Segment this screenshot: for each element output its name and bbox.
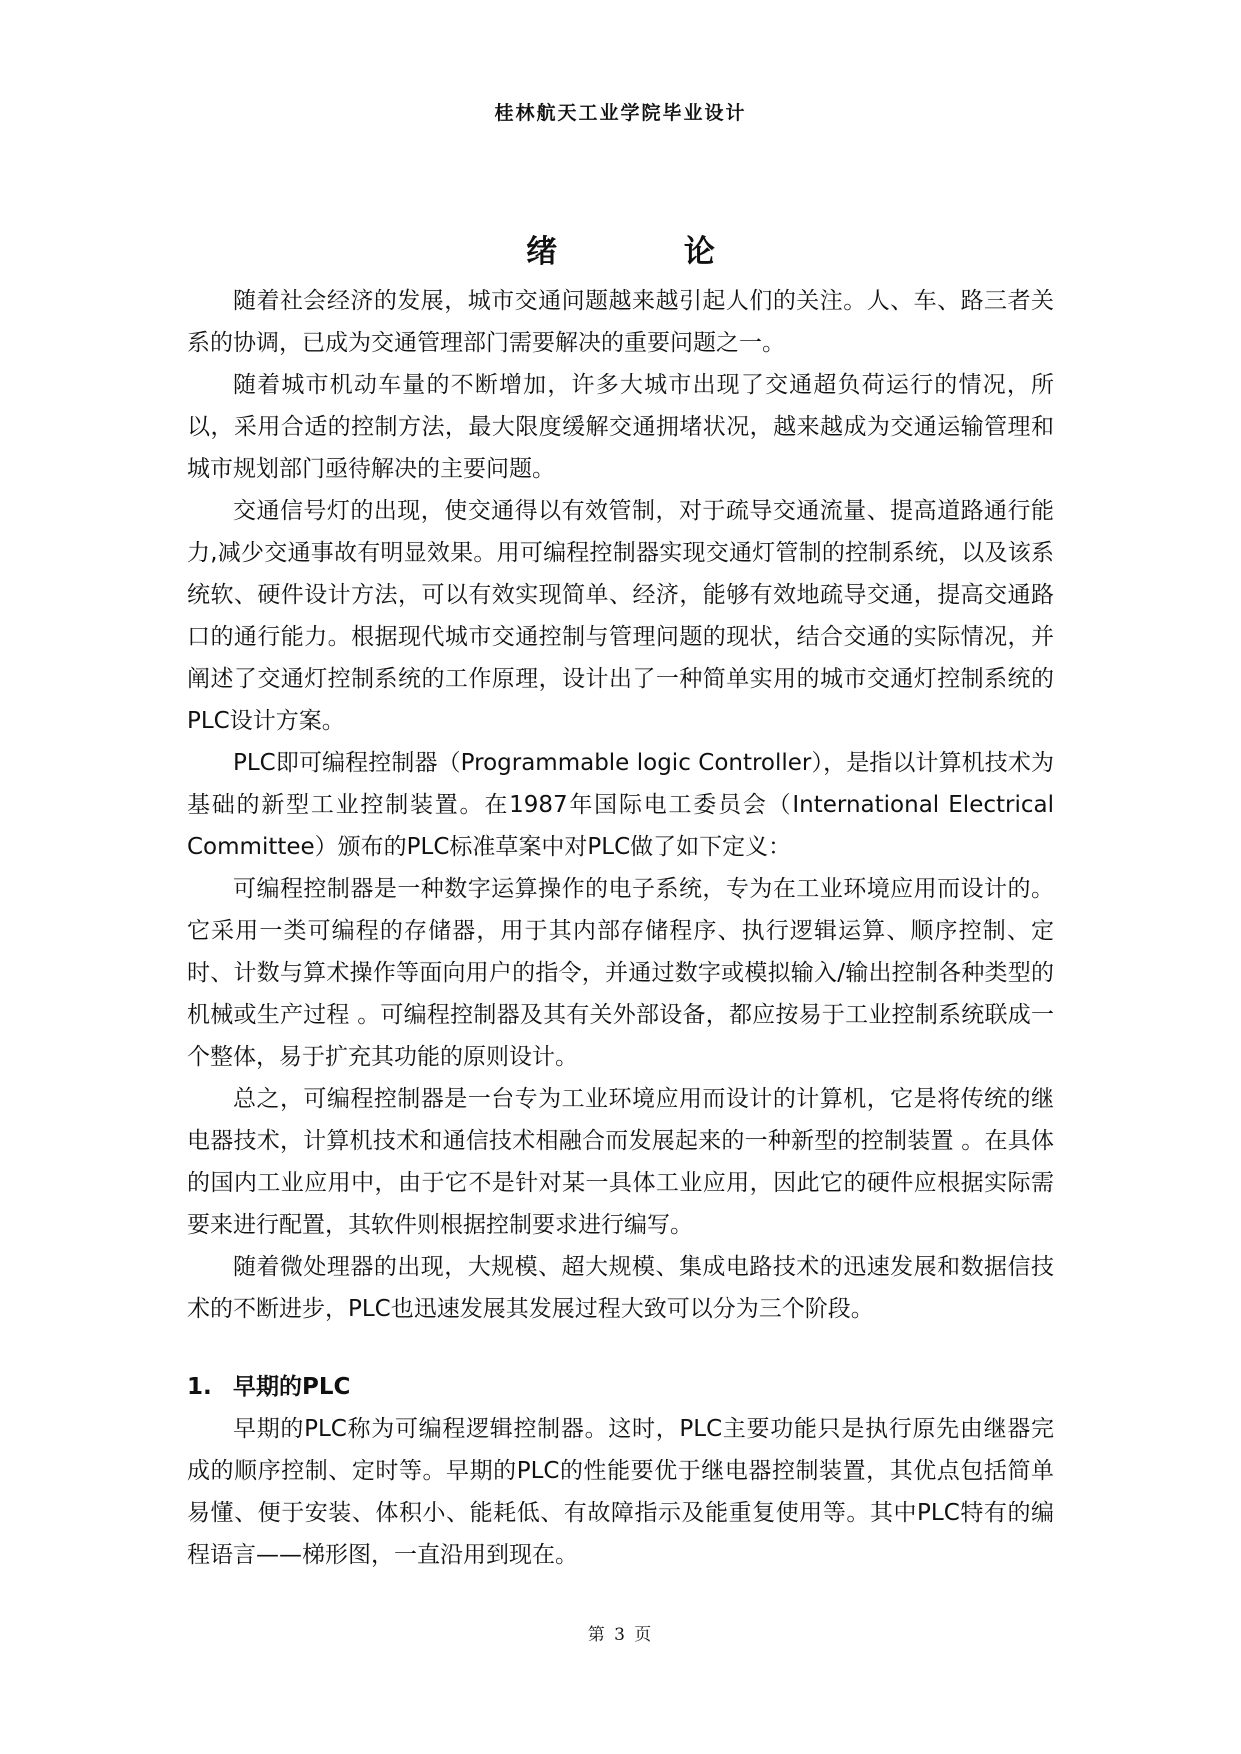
chapter-title: 绪 论 xyxy=(526,234,773,270)
paragraph: 交通信号灯的出现，使交通得以有效管制，对于疏导交通流量、提高道路通行能力,减少交通事故有明显效果。用可编程控制器实现交通灯管制的控制系统，以及该系统软、硬件设计方法，可以有效实现简单、经济，能够有效地疏导交通，提高交通路口的通行能力。根据现代城市交通控制与管理问题的现状，结合交通的实际情况，并阐述了交通灯控制系统的工作原理，设计出了一种简单实用的城市交通灯控制系统的PLC设计方案。 xyxy=(187,498,1054,734)
paragraph: PLC即可编程控制器（Programmable logic Controller），是指以计算机技术为基础的新型工业控制装置。在1987年国际电工委员会（International Electrical Committee）颁布的PLC标准草案中对PLC做了如下定义： xyxy=(187,750,1054,860)
section-number: 1. xyxy=(187,1374,212,1400)
paragraph: 随着微处理器的出现，大规模、超大规模、集成电路技术的迅速发展和数据信技术的不断进步，PLC也迅速发展其发展过程大致可以分为三个阶段。 xyxy=(187,1254,1054,1322)
paragraph: 总之，可编程控制器是一台专为工业环境应用而设计的计算机，它是将传统的继电器技术，计算机技术和通信技术相融合而发展起来的一种新型的控制装置 。在具体的国内工业应用中，由于它不是针对某一具体工业应用，因此它的硬件应根据实际需要来进行配置，其软件则根据控制要求进行编写。 xyxy=(187,1086,1054,1238)
running-header: 桂林航天工业学院毕业设计 xyxy=(494,102,747,124)
page-number: 第 3 页 xyxy=(587,1625,654,1645)
section-heading xyxy=(187,1366,1054,1408)
body-content xyxy=(187,280,1054,1576)
section-title: 早期的PLC xyxy=(233,1374,351,1400)
paragraph: 可编程控制器是一种数字运算操作的电子系统，专为在工业环境应用而设计的。它采用一类可编程的存储器，用于其内部存储程序、执行逻辑运算、顺序控制、定时、计数与算术操作等面向用户的指令，并通过数字或模拟输入/输出控制各种类型的机械或生产过程 。可编程控制器及其有关外部设备，都应按易于工业控制系统联成一个整体，易于扩充其功能的原则设计。 xyxy=(187,876,1054,1070)
paragraph: 随着城市机动车量的不断增加，许多大城市出现了交通超负荷运行的情况，所以，采用合适的控制方法，最大限度缓解交通拥堵状况，越来越成为交通运输管理和城市规划部门亟待解决的主要问题。 xyxy=(187,372,1054,482)
paragraph: 随着社会经济的发展，城市交通问题越来越引起人们的关注。人、车、路三者关系的协调，已成为交通管理部门需要解决的重要问题之一。 xyxy=(187,288,1054,356)
paragraph: 早期的PLC称为可编程逻辑控制器。这时，PLC主要功能只是执行原先由继器完成的顺序控制、定时等。早期的PLC的性能要优于继电器控制装置，其优点包括简单易懂、便于安装、体积小、能耗低、有故障指示及能重复使用等。其中PLC特有的编程语言——梯形图，一直沿用到现在。 xyxy=(187,1416,1054,1568)
